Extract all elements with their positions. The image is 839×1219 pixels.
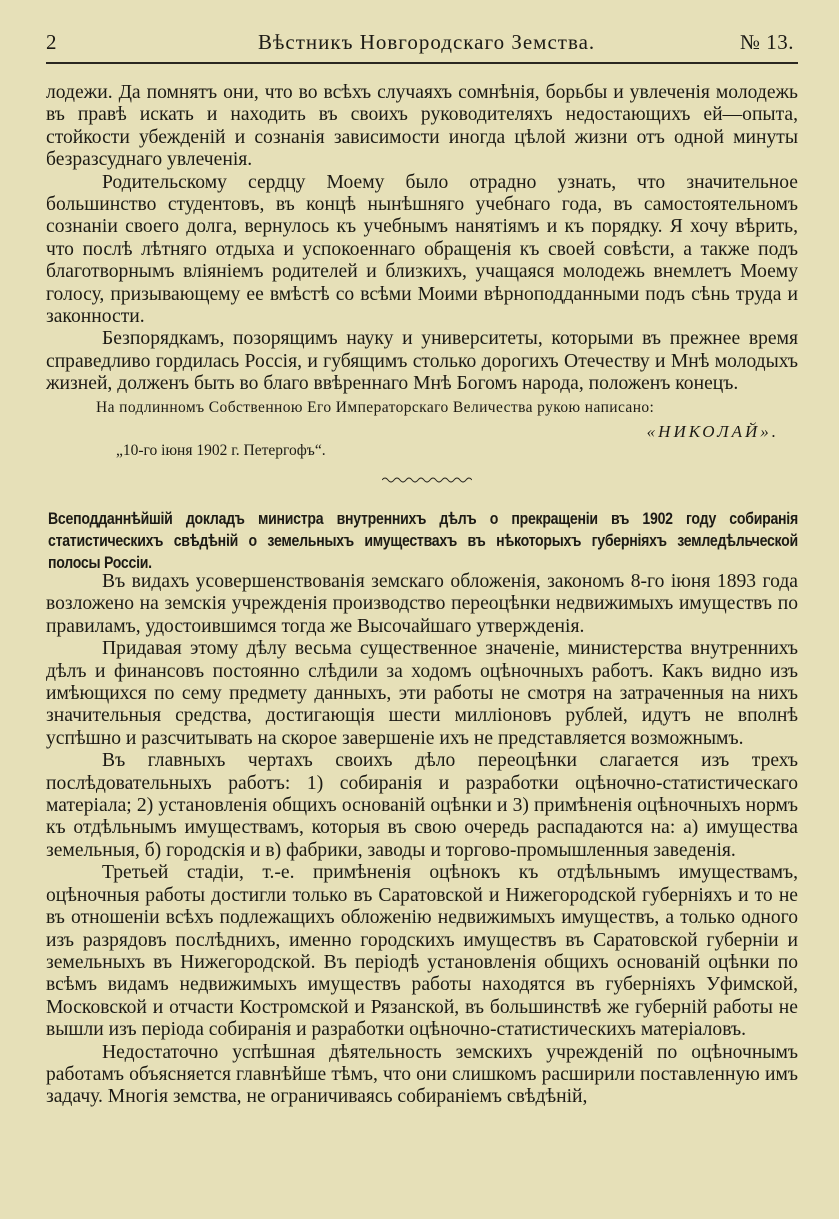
paragraph: Въ видахъ усовершенствованія земскаго обложенія, закономъ 8-го іюня 1893 года возложено на земскія учрежденія производство переоцѣнки недвижимыхъ имуществъ по правиламъ, удостоившимся тогда же Высочайшаго утвержденія. xyxy=(46,571,798,637)
paragraph: лодежи. Да помнятъ они, что во всѣхъ случаяхъ сомнѣнія, борьбы и увлеченія молодежь въ правѣ искать и находить въ своихъ руководителяхъ недостающихъ ей—опыта, стойкости убежденій и сознанія зависимости иногда цѣлой жизни отъ одной минуты безразсуднаго увлеченія. xyxy=(46,82,798,171)
paragraph: Родительскому сердцу Моему было отрадно узнать, что значительное большинство студентовъ, въ концѣ нынѣшняго учебнаго года, въ самостоятельномъ сознаніи своего долга, вернулось къ учебнымъ нанятіямъ и къ порядку. Я хочу вѣрить, что послѣ лѣтняго отдыха и успокоеннаго обращенія къ своей совѣсти, а также подъ благотворнымъ вліяніемъ родителей и близкихъ, учащаяся молодежь внемлетъ Моему голосу, призывающему ее вмѣстѣ со всѣми Моими вѣрноподданными подъ сѣнь труда и законности. xyxy=(46,171,798,328)
paragraph: Придавая этому дѣлу весьма существенное значеніе, министерства внутреннихъ дѣлъ и финансовъ постоянно слѣдили за ходомъ оцѣночныхъ работъ. Какъ видно изъ имѣющихся по сему предмету данныхъ, эти работы не смотря на затраченныя на нихъ значительныя средства, достигающія шести милліоновъ рублей, идутъ не вполнѣ успѣшно и разсчитывать на скорое завершеніе ихъ не представляется возможнымъ. xyxy=(46,638,798,749)
paragraph: Недостаточно успѣшная дѣятельность земскихъ учрежденій по оцѣночнымъ работамъ объясняется главнѣйше тѣмъ, что они слишкомъ расширили поставленную имъ задачу. Многія земства, не ограничиваясь собираніемъ свѣдѣній, xyxy=(46,1041,798,1108)
report-text xyxy=(46,571,798,1109)
paragraph: Въ главныхъ чертахъ своихъ дѣло переоцѣнки слагается изъ трехъ послѣдовательныхъ работъ: 1) собиранія и разработки оцѣночно-статистическаго матеріала; 2) установленія общихъ основаній оцѣнки и 3) примѣненія оцѣночныхъ нормъ къ отдѣльнымъ имуществамъ, которыя въ свою очередь распадаются на: а) имущества земельныя, б) городскія и в) фабрики, заводы и торгово-промышленныя заведенія. xyxy=(46,750,798,861)
signature-note: На подлинномъ Собственною Его Императорскаго Величества рукою написано: xyxy=(96,399,655,416)
rescript-text xyxy=(46,82,798,396)
signature-name: «НИКОЛАЙ». xyxy=(646,422,779,441)
wavy-separator xyxy=(382,476,472,484)
issue-number: № 13. xyxy=(739,30,794,54)
signature-date: „10-го іюня 1902 г. Петергофъ“. xyxy=(116,442,326,459)
report-heading: Всеподданнѣйшій докладъ министра внутреннихъ дѣлъ о прекращеніи въ 1902 году собиранія статистическихъ свѣдѣній о земельныхъ имуществахъ въ нѣкоторыхъ губерніяхъ земледѣльческой полосы Россіи. xyxy=(48,510,798,572)
page-number: 2 xyxy=(46,30,57,54)
paragraph: Третьей стадіи, т.-е. примѣненія оцѣнокъ къ отдѣльнымъ имуществамъ, оцѣночныя работы достигли только въ Саратовской и Нижегородской губерніяхъ и то не въ отношеніи всѣхъ подлежащихъ обложенію недвижимыхъ имуществъ, а только одного изъ разрядовъ послѣднихъ, именно городскихъ имуществъ въ Саратовской губерніи и земельныхъ въ Нижегородской. Въ періодѣ установленія общихъ основаній оцѣнки по всѣмъ видамъ недвижимыхъ имуществъ работы находятся въ губерніяхъ Уфимской, Московской и отчасти Костромской и Рязанской, въ большинствѣ же губерній работы не вышли изъ періода собиранія и разработки оцѣночно-статистическихъ матеріаловъ. xyxy=(46,862,798,1041)
header-rule xyxy=(46,62,798,64)
paragraph: Безпорядкамъ, позорящимъ науку и университеты, которыми въ прежнее время справедливо гордилась Россія, и губящимъ столько дорогихъ Отечеству и Мнѣ молодыхъ жизней, долженъ быть во благо ввѣреннаго Мнѣ Богомъ народа, положенъ конецъ. xyxy=(46,328,798,395)
journal-title: Вѣстникъ Новгородскаго Земства. xyxy=(258,30,596,54)
running-header xyxy=(46,30,798,58)
